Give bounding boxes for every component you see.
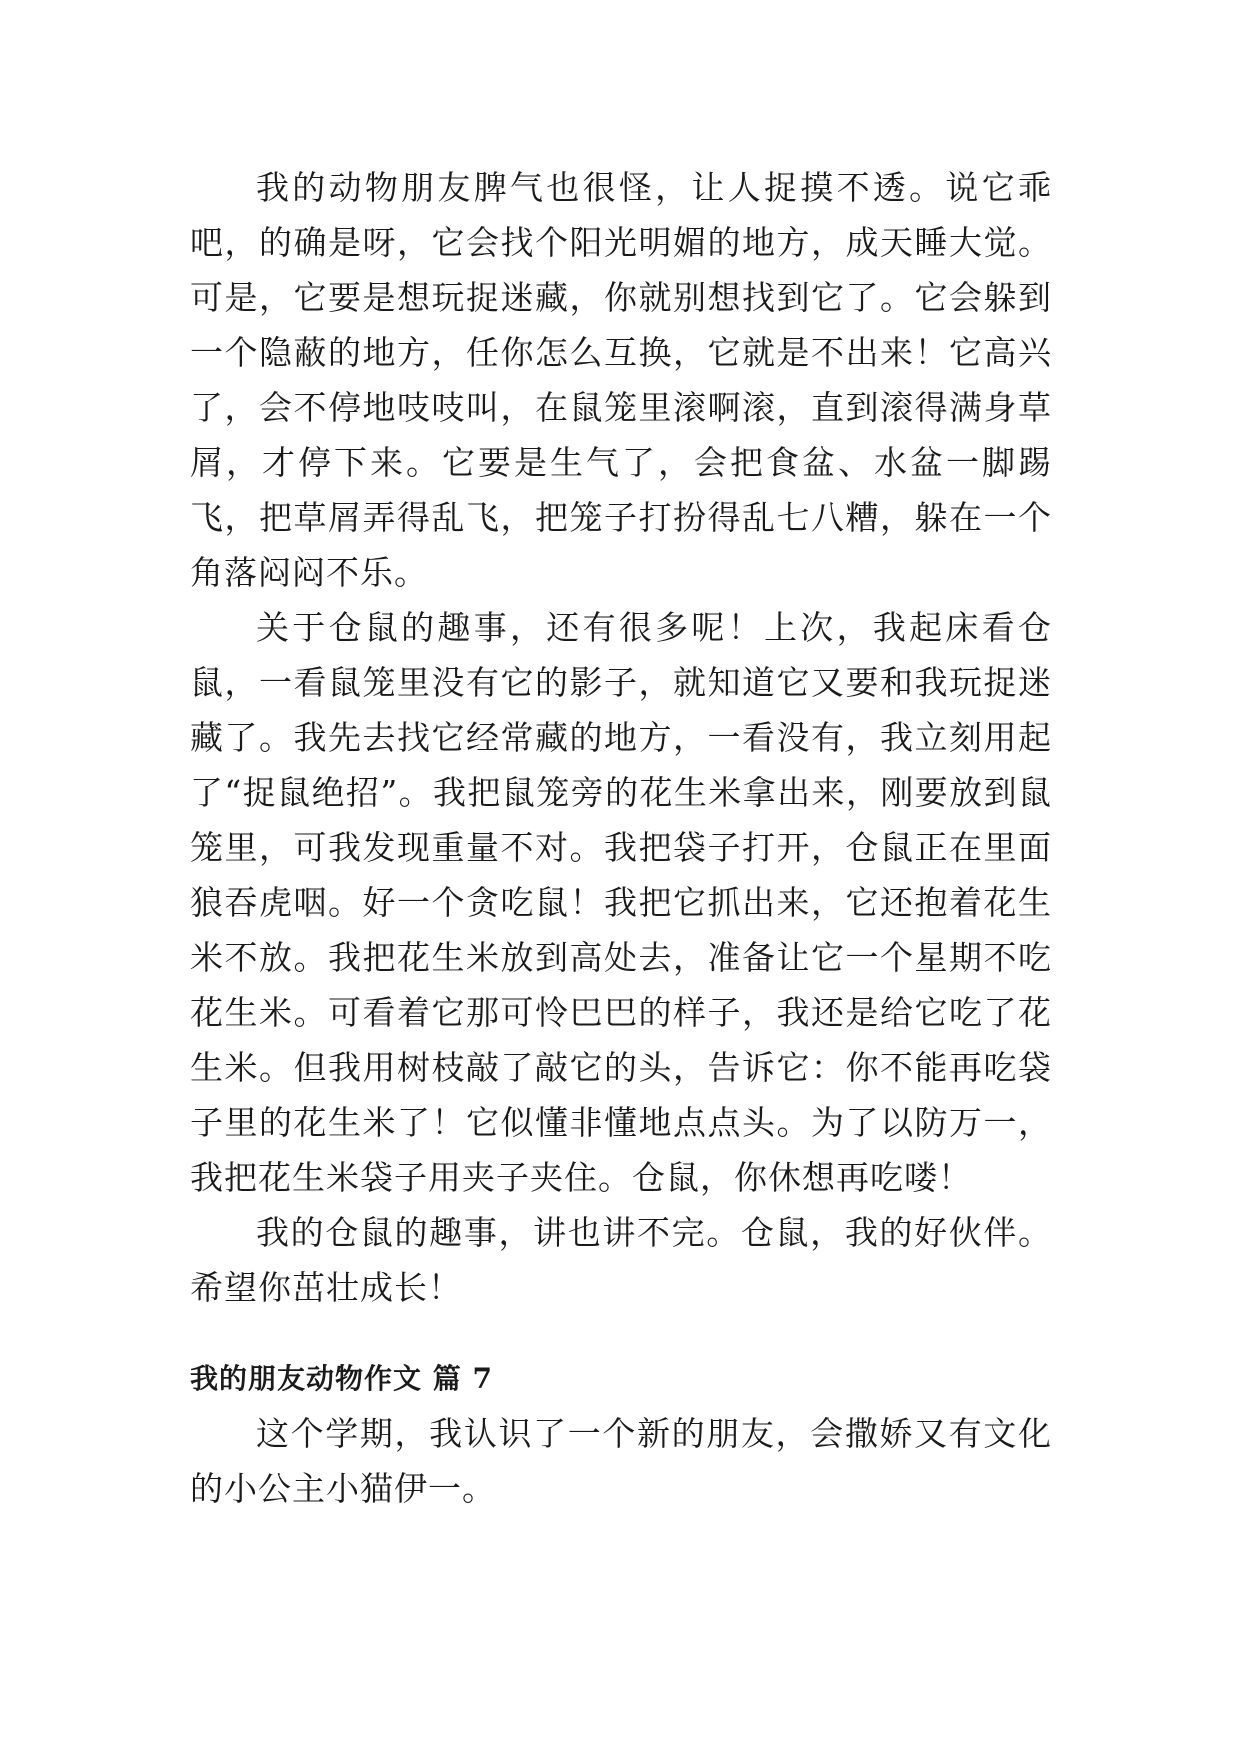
section-heading: 我的朋友动物作文 篇 7 xyxy=(190,1362,493,1395)
paragraph-kitten-intro: 这个学期，我认识了一个新的朋友，会撒娇又有文化的小公主小猫伊一。 xyxy=(190,1414,1052,1508)
document-page xyxy=(190,160,1052,1516)
paragraph-hamster-temper: 我的动物朋友脾气也很怪，让人捉摸不透。说它乖吧，的确是呀，它会找个阳光明媚的地方，成天睡大觉。可是，它要是想玩捉迷藏，你就别想找到它了。它会躲到一个隐蔽的地方，任你怎么互换，它就是不出来！它高兴了，会不停地吱吱叫，在鼠笼里滚啊滚，直到滚得满身草屑，才停下来。它要是生气了，会把食盆、水盆一脚踢飞，把草屑弄得乱飞，把笼子打扮得乱七八糟，躲在一个角落闷闷不乐。 xyxy=(190,168,1052,592)
paragraph-hamster-conclusion: 我的仓鼠的趣事，讲也讲不完。仓鼠，我的好伙伴。希望你茁壮成长！ xyxy=(190,1213,1052,1307)
paragraph-hamster-anecdote: 关于仓鼠的趣事，还有很多呢！上次，我起床看仓鼠，一看鼠笼里没有它的影子，就知道它又要和我玩捉迷藏了。我先去找它经常藏的地方，一看没有，我立刻用起了“捉鼠绝招”。我把鼠笼旁的花生米拿出来，刚要放到鼠笼里，可我发现重量不对。我把袋子打开，仓鼠正在里面狼吞虎咽。好一个贪吃鼠！我把它抓出来，它还抱着花生米不放。我把花生米放到高处去，准备让它一个星期不吃花生米。可看着它那可怜巴巴的样子，我还是给它吃了花生米。但我用树枝敲了敲它的头，告诉它：你不能再吃袋子里的花生米了！它似懂非懂地点点头。为了以防万一，我把花生米袋子用夹子夹住。仓鼠，你休想再吃喽！ xyxy=(190,608,1052,1197)
